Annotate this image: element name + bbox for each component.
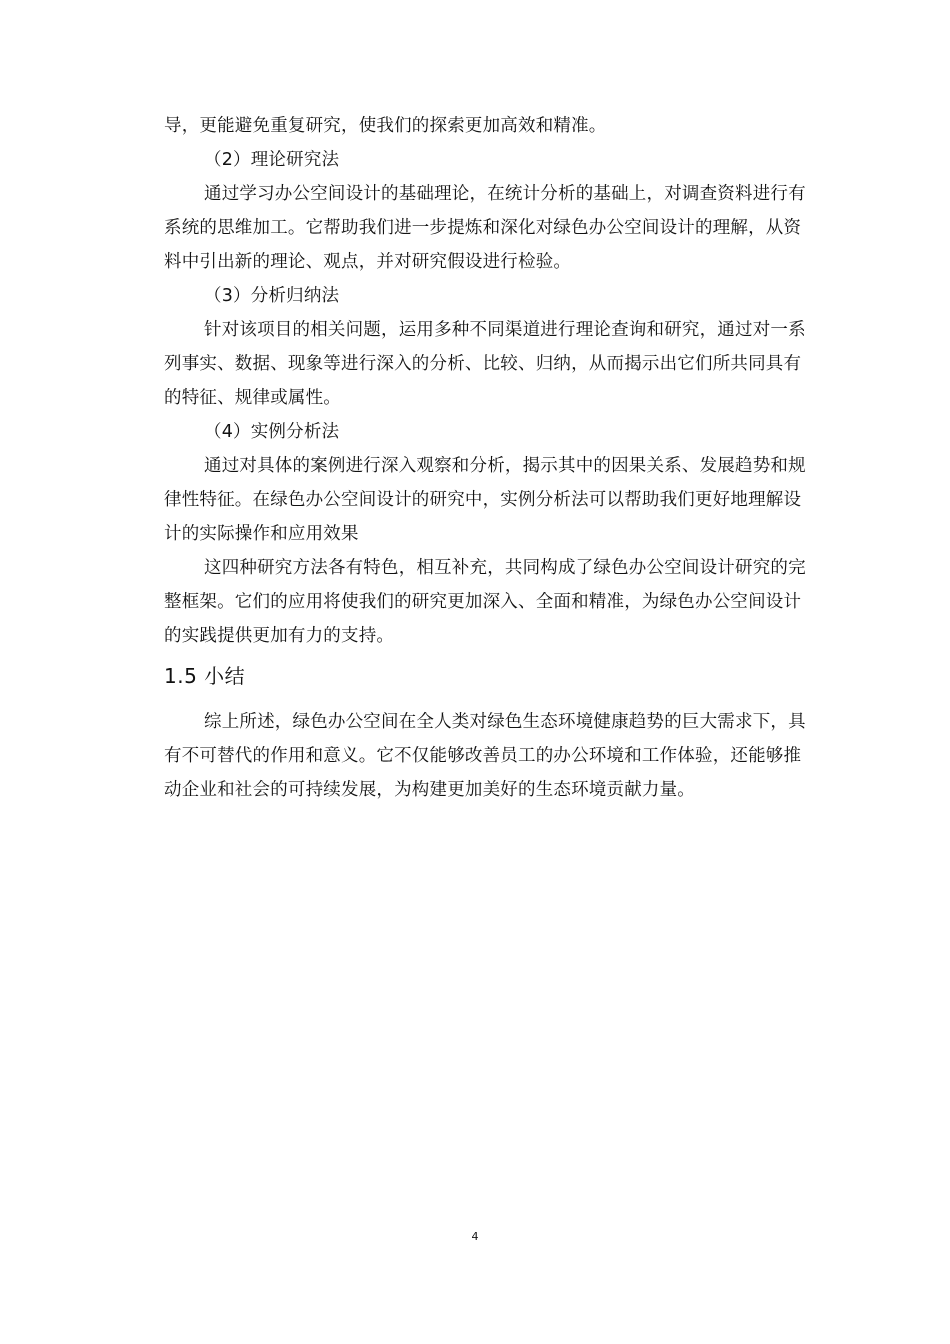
paragraph-line: 计的实际操作和应用效果 xyxy=(164,524,359,544)
paragraph-line: 综上所述，绿色办公空间在全人类对绿色生态环境健康趋势的巨大需求下，具 xyxy=(204,712,806,732)
page-number: 4 xyxy=(471,1230,479,1243)
paragraph-line: 动企业和社会的可持续发展，为构建更加美好的生态环境贡献力量。 xyxy=(164,780,695,800)
paragraph-line: 这四种研究方法各有特色，相互补充，共同构成了绿色办公空间设计研究的完 xyxy=(204,558,806,578)
paragraph-line: 的实践提供更加有力的支持。 xyxy=(164,626,395,646)
paragraph-line: 导，更能避免重复研究，使我们的探索更加高效和精准。 xyxy=(164,116,607,136)
method-heading-theory: （2）理论研究法 xyxy=(204,150,340,170)
section-heading: 1.5 小结 xyxy=(164,664,246,688)
paragraph-line: 整框架。它们的应用将使我们的研究更加深入、全面和精准，为绿色办公空间设计 xyxy=(164,592,802,612)
paragraph-line: 律性特征。在绿色办公空间设计的研究中，实例分析法可以帮助我们更好地理解设 xyxy=(164,490,802,510)
method-heading-analysis: （3）分析归纳法 xyxy=(204,286,340,306)
paragraph-line: 的特征、规律或属性。 xyxy=(164,388,341,408)
method-heading-case: （4）实例分析法 xyxy=(204,422,340,442)
paragraph-line: 列事实、数据、现象等进行深入的分析、比较、归纳，从而揭示出它们所共同具有 xyxy=(164,354,802,374)
paragraph-line: 针对该项目的相关问题，运用多种不同渠道进行理论查询和研究，通过对一系 xyxy=(204,320,806,340)
paragraph-line: 有不可替代的作用和意义。它不仅能够改善员工的办公环境和工作体验，还能够推 xyxy=(164,746,802,766)
paragraph-line: 通过学习办公空间设计的基础理论，在统计分析的基础上，对调查资料进行有 xyxy=(204,184,806,204)
paragraph-line: 系统的思维加工。它帮助我们进一步提炼和深化对绿色办公空间设计的理解，从资 xyxy=(164,218,802,238)
paragraph-line: 料中引出新的理论、观点，并对研究假设进行检验。 xyxy=(164,252,572,272)
paragraph-line: 通过对具体的案例进行深入观察和分析，揭示其中的因果关系、发展趋势和规 xyxy=(204,456,806,476)
